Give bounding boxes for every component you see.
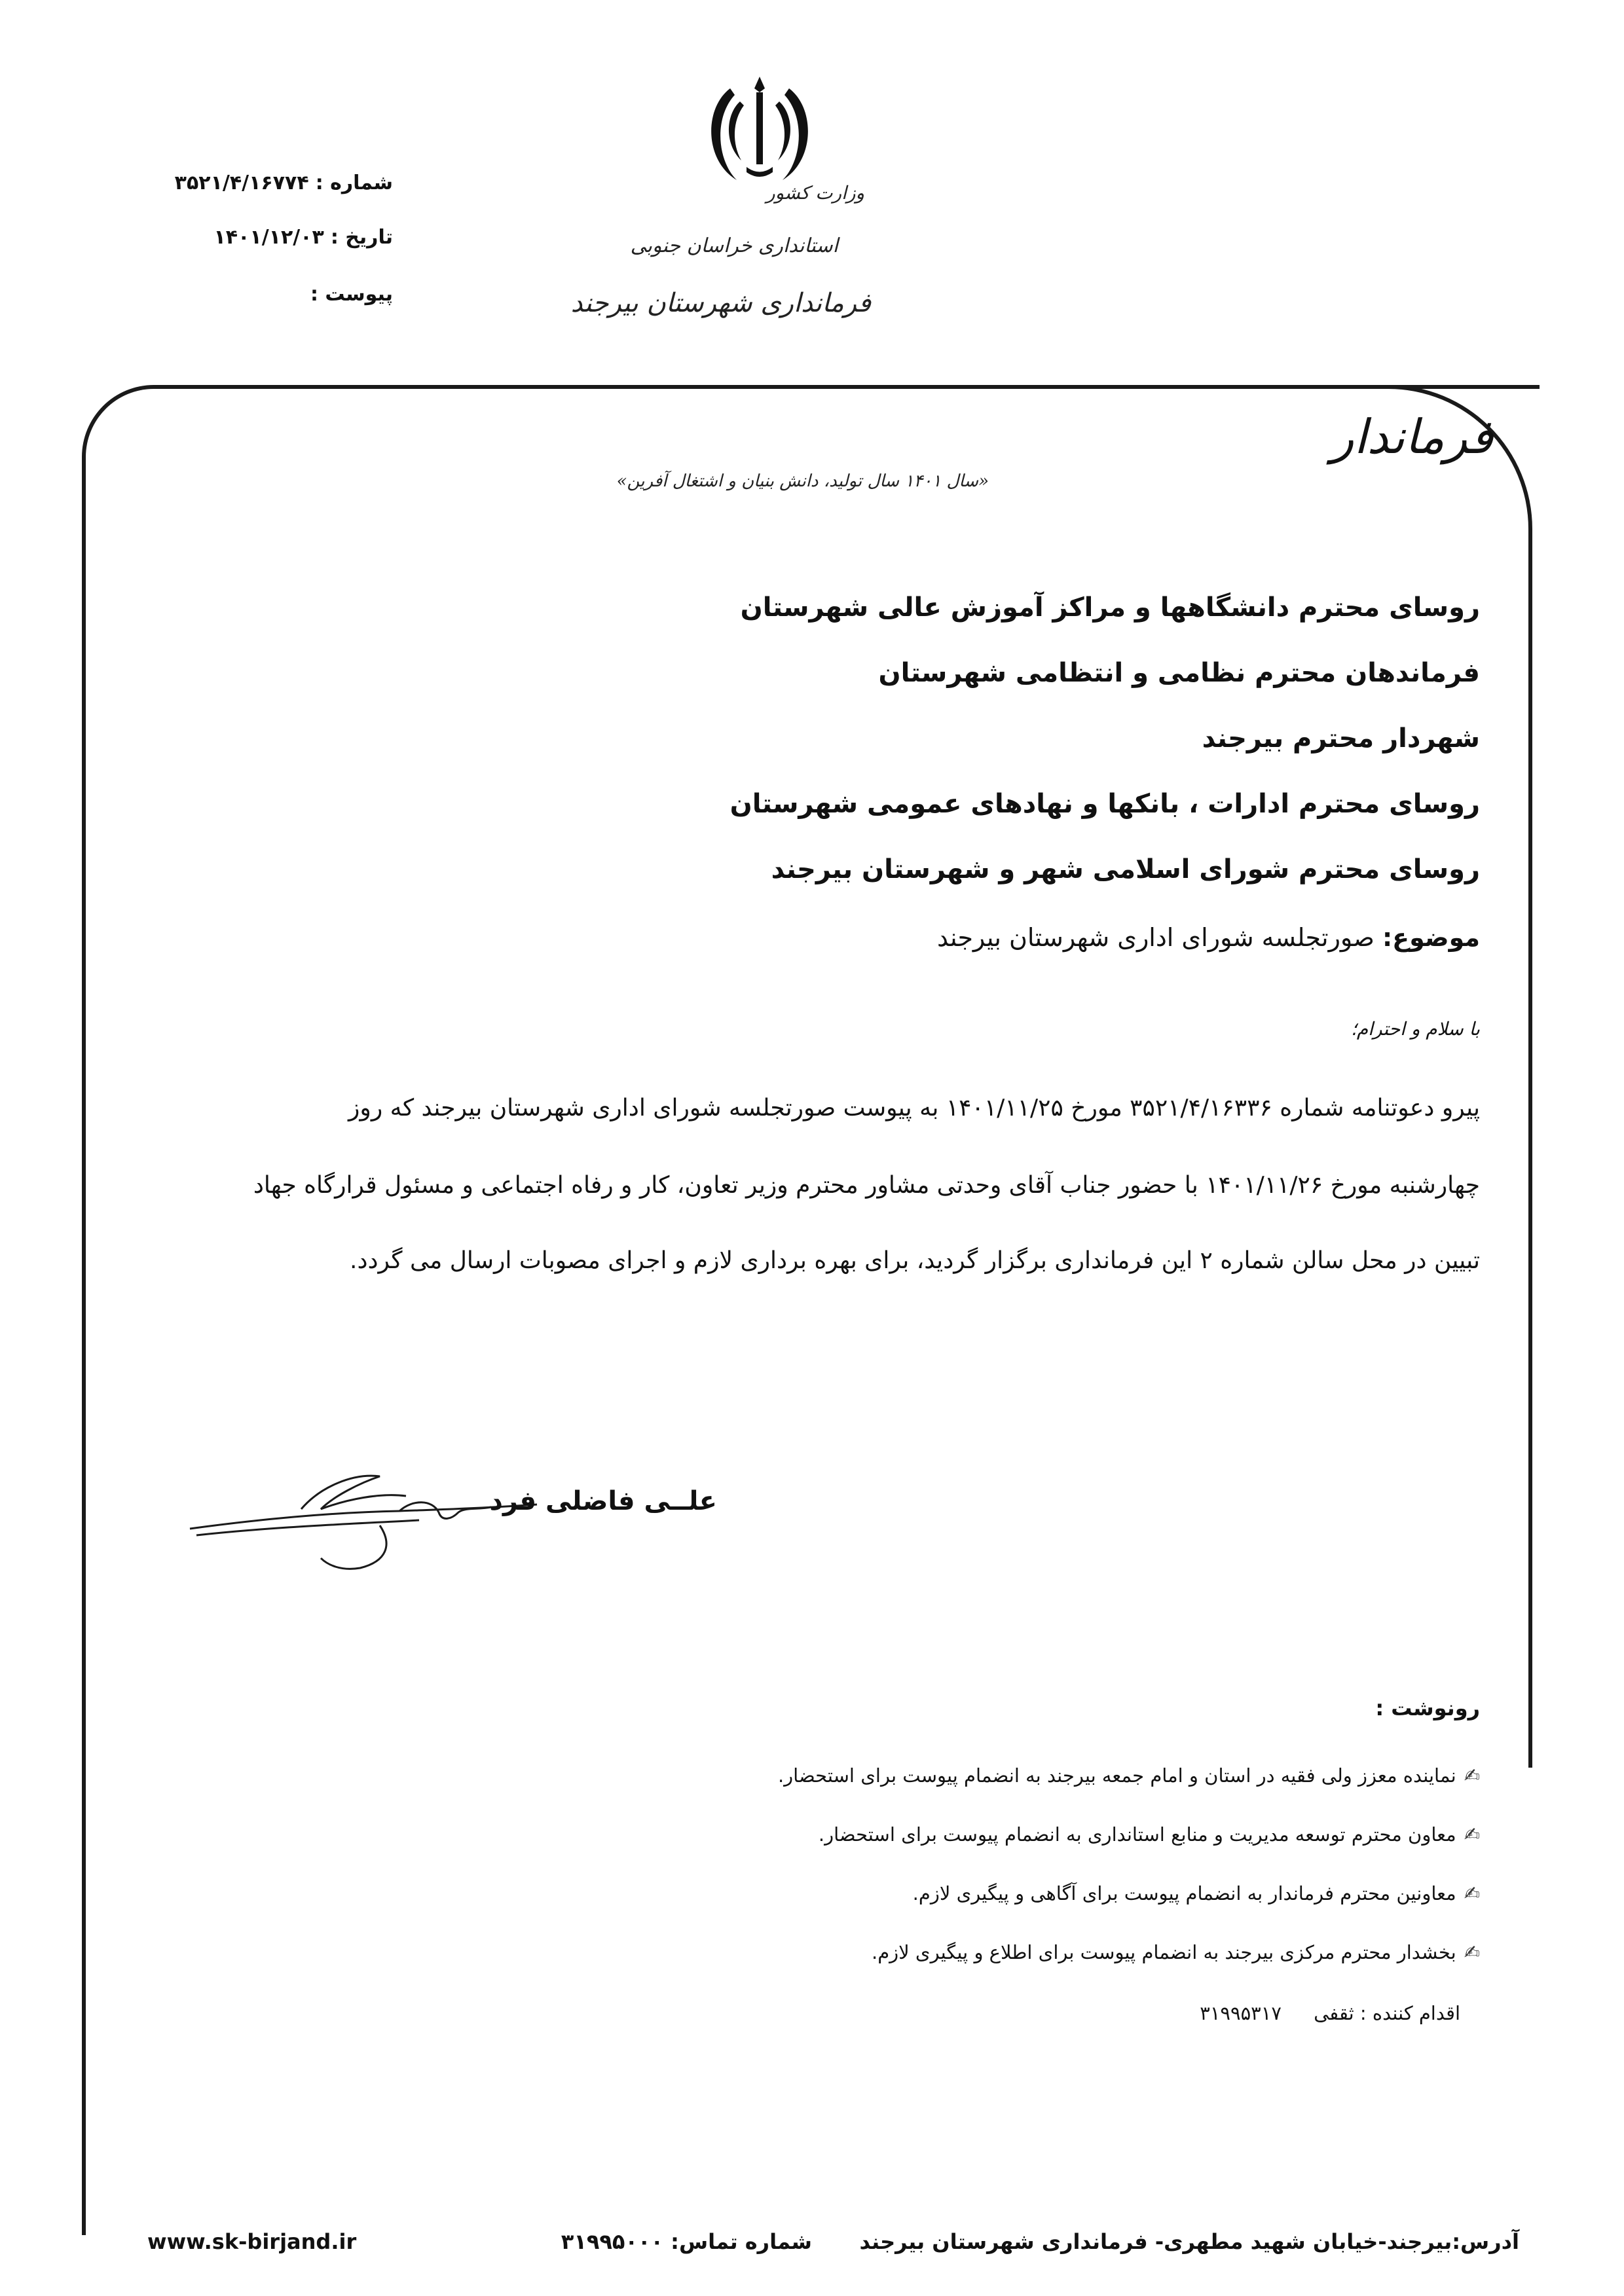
footer-website[interactable]: www.sk-birjand.ir (147, 2229, 357, 2254)
cc-item (872, 1941, 1480, 1963)
cc-item-text: معاونین محترم فرماندار به انضمام پیوست برای آگاهی و پیگیری لازم. (912, 1882, 1456, 1904)
signer-name: علــی فاضلی فرد (489, 1486, 717, 1516)
pen-icon: ✍ (1464, 1941, 1480, 1963)
year-slogan: «سال ۱۴۰۱ سال تولید، دانش بنیان و اشتغال آفرین» (616, 471, 989, 491)
cc-item-text: نماینده معزز ولی فقیه در استان و امام جمعه بیرجند به انضمام پیوست برای استحضار. (777, 1764, 1456, 1787)
letter-attachment-label: پیوست : (310, 283, 393, 306)
footer-phone-label: شماره تماس: (671, 2229, 812, 2254)
footer-phone-value: ۳۱۹۹۵۰۰۰ (561, 2229, 664, 2254)
recipient-line: فرماندهان محترم نظامی و انتظامی شهرستان (878, 658, 1480, 688)
subject-label: موضوع: (1382, 923, 1480, 952)
footer-phone (561, 2229, 812, 2254)
body-paragraph-line: چهارشنبه مورخ ۱۴۰۱/۱۱/۲۶ با حضور جناب آقای وحدتی مشاور محترم وزیر تعاون، کار و رفاه اجتماعی و مسئول قرارگاه جهاد (253, 1172, 1480, 1199)
letter-number (175, 172, 393, 194)
initiator-line (1200, 2002, 1460, 2024)
footer-address: آدرس:بیرجند-خیابان شهید مطهری- فرمانداری شهرستان بیرجند (859, 2229, 1519, 2254)
letter-number-value: ۳۵۲۱/۴/۱۶۷۷۴ (174, 172, 309, 194)
body-paragraph-line: پیرو دعوتنامه شماره ۳۵۲۱/۴/۱۶۳۳۶ مورخ ۱۴۰۱/۱۱/۲۵ به پیوست صورتجلسه شورای اداری شهرستان بیرجند که روز (348, 1095, 1480, 1121)
subject-text: صورتجلسه شورای اداری شهرستان بیرجند (937, 923, 1375, 952)
letter-date-label: تاریخ : (330, 226, 393, 249)
cc-item (819, 1823, 1480, 1846)
cc-item-text: معاون محترم توسعه مدیریت و منابع استانداری به انضمام پیوست برای استحضار. (818, 1823, 1456, 1846)
pen-icon: ✍ (1464, 1882, 1480, 1904)
letter-date-value: ۱۴۰۱/۱۲/۰۳ (213, 226, 324, 249)
body-paragraph-line: تبیین در محل سالن شماره ۲ این فرمانداری برگزار گردید، برای بهره برداری لازم و اجرای مصوبات ارسال می گردد. (350, 1247, 1480, 1274)
cc-item-text: بخشدار محترم مرکزی بیرجند به انضمام پیوست برای اطلاع و پیگیری لازم. (872, 1941, 1456, 1963)
iran-emblem-icon (694, 62, 825, 193)
ministry-line-governorate: فرمانداری شهرستان بیرجند (570, 288, 871, 318)
subject-line (937, 923, 1480, 952)
ministry-line-interior: وزارت کشور (766, 182, 864, 204)
initiator-phone: ۳۱۹۹۵۳۱۷ (1200, 2002, 1282, 2024)
letter-date (213, 226, 393, 249)
recipient-line: روسای محترم دانشگاهها و مراکز آموزش عالی شهرستان (740, 592, 1480, 623)
greeting: با سلام و احترام؛ (1350, 1018, 1480, 1040)
initiator-label: اقدام کننده : ثقفی (1314, 2002, 1460, 2024)
letter-attachment (304, 283, 393, 306)
letter-number-label: شماره : (315, 172, 393, 194)
cc-title: رونوشت : (1375, 1696, 1480, 1721)
recipient-line: روسای محترم شورای اسلامی شهر و شهرستان بیرجند (771, 854, 1480, 884)
ministry-line-province: استانداری خراسان جنوبی (630, 234, 838, 257)
pen-icon: ✍ (1464, 1823, 1480, 1846)
recipient-line: شهردار محترم بیرجند (1202, 723, 1480, 754)
cc-item (913, 1882, 1480, 1904)
recipient-line: روسای محترم ادارات ، بانکها و نهادهای عمومی شهرستان (729, 789, 1480, 819)
pen-icon: ✍ (1464, 1764, 1480, 1787)
letter-title: فرماندار (1331, 409, 1493, 464)
frame-right-line (1528, 537, 1532, 1768)
cc-item (778, 1764, 1480, 1787)
